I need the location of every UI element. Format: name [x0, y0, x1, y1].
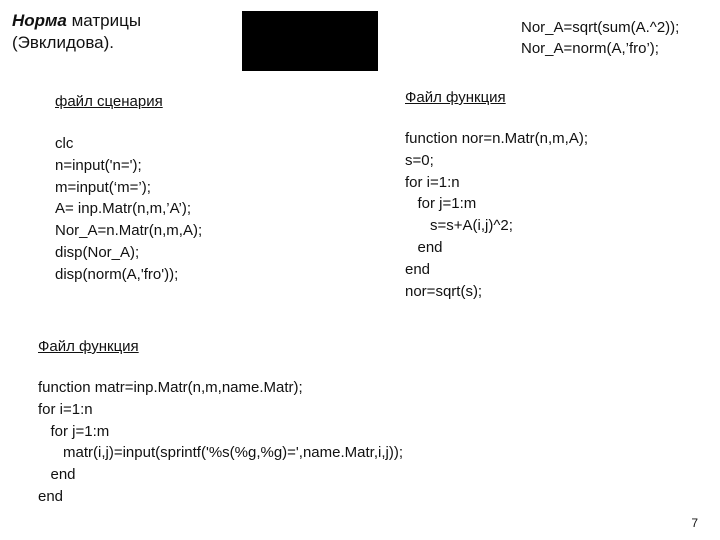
code-line: matr(i,j)=input(sprintf('%s(%g,%g)=',name.Matr,i,j)); [38, 444, 403, 462]
title-subtitle: (Эвклидова). [12, 33, 115, 52]
code-line: end [38, 487, 64, 505]
script-file-label: файл сценария [55, 93, 163, 110]
code-line: disp(norm(A,'fro')); [55, 265, 179, 283]
code-line: end [405, 260, 431, 278]
code-line: for j=1:m [38, 422, 110, 440]
code-line: for i=1:n [405, 173, 460, 191]
function-file-code-1 [405, 128, 588, 302]
code-line: function nor=n.Matr(n,m,A); [405, 130, 588, 147]
formula-sqrt: Nor_A=sqrt(sum(A.^2)); [521, 19, 680, 36]
code-line: clc [55, 135, 74, 152]
code-line: for j=1:m [405, 195, 477, 213]
script-file-code [55, 133, 202, 286]
code-line: A= inp.Matr(n,m,’A’); [55, 200, 192, 218]
code-line: end [405, 238, 443, 256]
function-file-label-2: Файл функция [38, 338, 139, 355]
page-number: 7 [691, 516, 698, 530]
norm-formulas [521, 17, 679, 59]
code-line: s=s+A(i,j)^2; [405, 217, 513, 235]
code-line: nor=sqrt(s); [405, 282, 483, 300]
code-line: function matr=inp.Matr(n,m,name.Matr); [38, 379, 303, 396]
code-line: n=input('n='); [55, 156, 142, 174]
black-image-placeholder [242, 11, 378, 71]
title-italic-word: Норма [12, 11, 67, 30]
slide-title [12, 10, 141, 54]
title-rest: матрицы [66, 11, 142, 30]
code-line: m=input(‘m=’); [55, 178, 151, 196]
code-line: s=0; [405, 151, 434, 169]
function-file-code-2 [38, 377, 403, 508]
code-line: end [38, 466, 76, 484]
function-file-label-1: Файл функция [405, 89, 506, 106]
formula-norm: Nor_A=norm(A,’fro’); [521, 40, 659, 57]
code-line: disp(Nor_A); [55, 243, 140, 261]
code-line: Nor_A=n.Matr(n,m,A); [55, 222, 203, 240]
code-line: for i=1:n [38, 400, 93, 418]
